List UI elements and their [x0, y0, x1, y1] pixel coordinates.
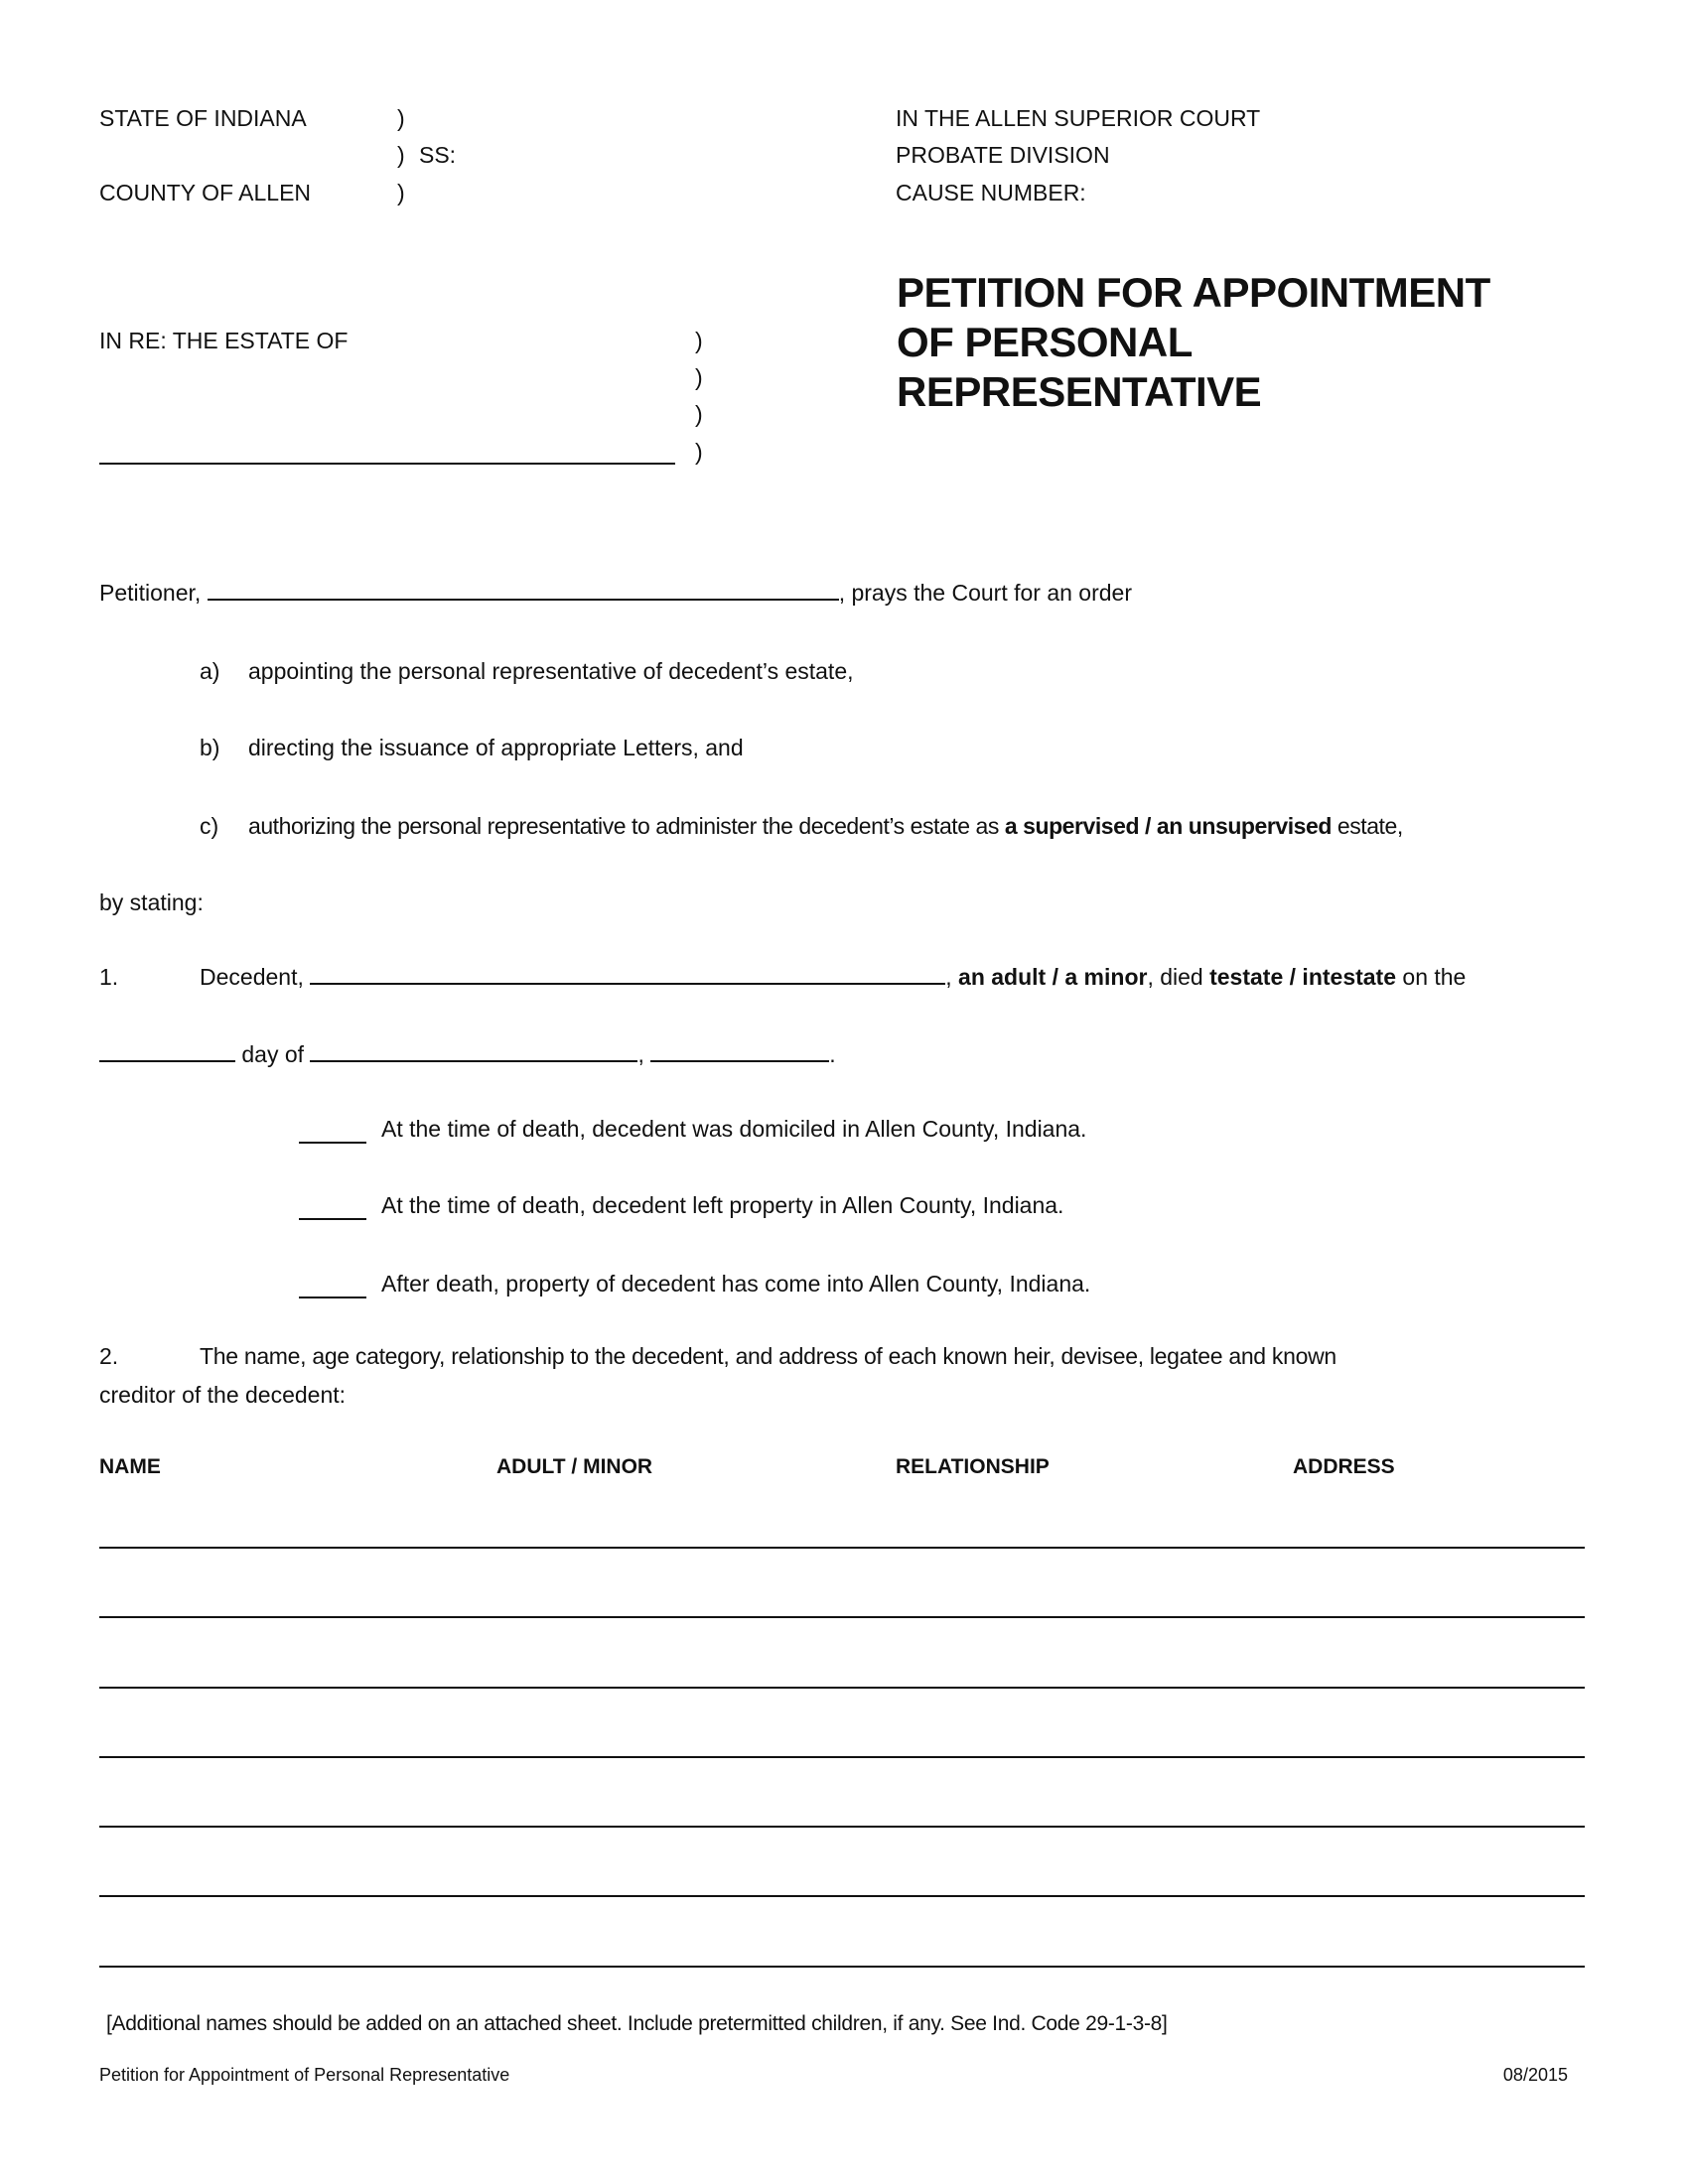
check-text-domicile: At the time of death, decedent was domiciled in Allen County, Indiana.	[381, 1116, 1087, 1142]
prayer-b-letter: b)	[200, 735, 220, 760]
in-re-paren: )	[695, 364, 703, 390]
year-field[interactable]	[650, 1040, 829, 1062]
footer-revision-date: 08/2015	[1502, 2065, 1568, 2085]
check-blank-property[interactable]	[299, 1218, 366, 1220]
comma: ,	[945, 964, 952, 990]
check-blank-after-death[interactable]	[299, 1297, 366, 1298]
on-the-text: on the	[1396, 964, 1467, 990]
item2-text-line2: creditor of the decedent:	[99, 1382, 347, 1408]
check-text-property: At the time of death, decedent left property in Allen County, Indiana.	[381, 1192, 1064, 1218]
caption-paren: )	[397, 142, 405, 168]
prayer-c-after: estate,	[1331, 813, 1403, 839]
date-line	[99, 1040, 836, 1068]
prayer-c-letter: c)	[200, 813, 219, 839]
caption-paren: )	[397, 105, 405, 131]
in-re-paren: )	[695, 439, 703, 465]
county-label: COUNTY OF ALLEN	[99, 180, 312, 205]
prayer-a-text: appointing the personal representative of decedent’s estate,	[248, 658, 854, 684]
table-row[interactable]	[99, 1687, 1585, 1689]
petitioner-label: Petitioner,	[99, 580, 202, 606]
page-title-line2: OF PERSONAL	[897, 319, 1193, 365]
day-field[interactable]	[99, 1040, 235, 1062]
state-label: STATE OF INDIANA	[99, 105, 307, 131]
month-field[interactable]	[310, 1040, 637, 1062]
table-row[interactable]	[99, 1966, 1585, 1968]
died-text: , died	[1147, 964, 1210, 990]
period: .	[829, 1041, 836, 1067]
item2-number: 2.	[99, 1343, 119, 1369]
in-re-paren: )	[695, 328, 703, 353]
page-title-line3: REPRESENTATIVE	[897, 368, 1262, 415]
prayer-a-letter: a)	[200, 658, 220, 684]
item2-text-line1: The name, age category, relationship to the decedent, and address of each known heir, devisee, legatee and known	[200, 1343, 1336, 1369]
petitioner-line	[99, 579, 1132, 607]
petitioner-name-field[interactable]	[208, 579, 839, 601]
in-re-paren: )	[695, 401, 703, 427]
petitioner-suffix: , prays the Court for an order	[838, 580, 1132, 606]
table-row[interactable]	[99, 1756, 1585, 1758]
table-row[interactable]	[99, 1895, 1585, 1897]
page-title-line1: PETITION FOR APPOINTMENT	[897, 269, 1490, 316]
in-re-label: IN RE: THE ESTATE OF	[99, 328, 349, 353]
prayer-c-text: authorizing the personal representative to administer the decedent’s estate as	[248, 813, 1005, 839]
caption-paren: )	[397, 180, 405, 205]
item1-number: 1.	[99, 964, 119, 990]
table-row[interactable]	[99, 1826, 1585, 1828]
item1-line	[200, 963, 1466, 991]
age-choice: an adult / a minor	[951, 964, 1148, 990]
additional-names-note: [Additional names should be added on an attached sheet. Include pretermitted children, if any. See Ind. Code 29-1-3-8]	[106, 2012, 1168, 2035]
day-of-text: day of	[235, 1041, 311, 1067]
header-name: NAME	[99, 1455, 161, 1478]
ss-label: SS:	[419, 142, 457, 168]
table-row[interactable]	[99, 1547, 1585, 1549]
header-relationship: RELATIONSHIP	[896, 1455, 1050, 1478]
comma: ,	[637, 1041, 651, 1067]
court-name: IN THE ALLEN SUPERIOR COURT	[896, 105, 1261, 131]
decedent-label: Decedent,	[200, 964, 304, 990]
footer-form-name: Petition for Appointment of Personal Representative	[99, 2065, 510, 2085]
check-blank-domicile[interactable]	[299, 1142, 366, 1144]
check-text-after-death: After death, property of decedent has come into Allen County, Indiana.	[381, 1271, 1091, 1297]
supervision-choice: a supervised / an unsupervised	[1004, 813, 1332, 839]
decedent-name-field[interactable]	[310, 963, 945, 985]
cause-number-label: CAUSE NUMBER:	[896, 180, 1086, 205]
estate-name-field[interactable]	[99, 463, 675, 465]
prayer-c	[248, 812, 1403, 840]
table-row[interactable]	[99, 1616, 1585, 1618]
header-adult-minor: ADULT / MINOR	[496, 1455, 653, 1478]
testacy-choice: testate / intestate	[1209, 964, 1397, 990]
prayer-b-text: directing the issuance of appropriate Letters, and	[248, 735, 744, 760]
division-name: PROBATE DIVISION	[896, 142, 1110, 168]
by-stating: by stating:	[99, 889, 204, 915]
header-address: ADDRESS	[1293, 1455, 1395, 1478]
